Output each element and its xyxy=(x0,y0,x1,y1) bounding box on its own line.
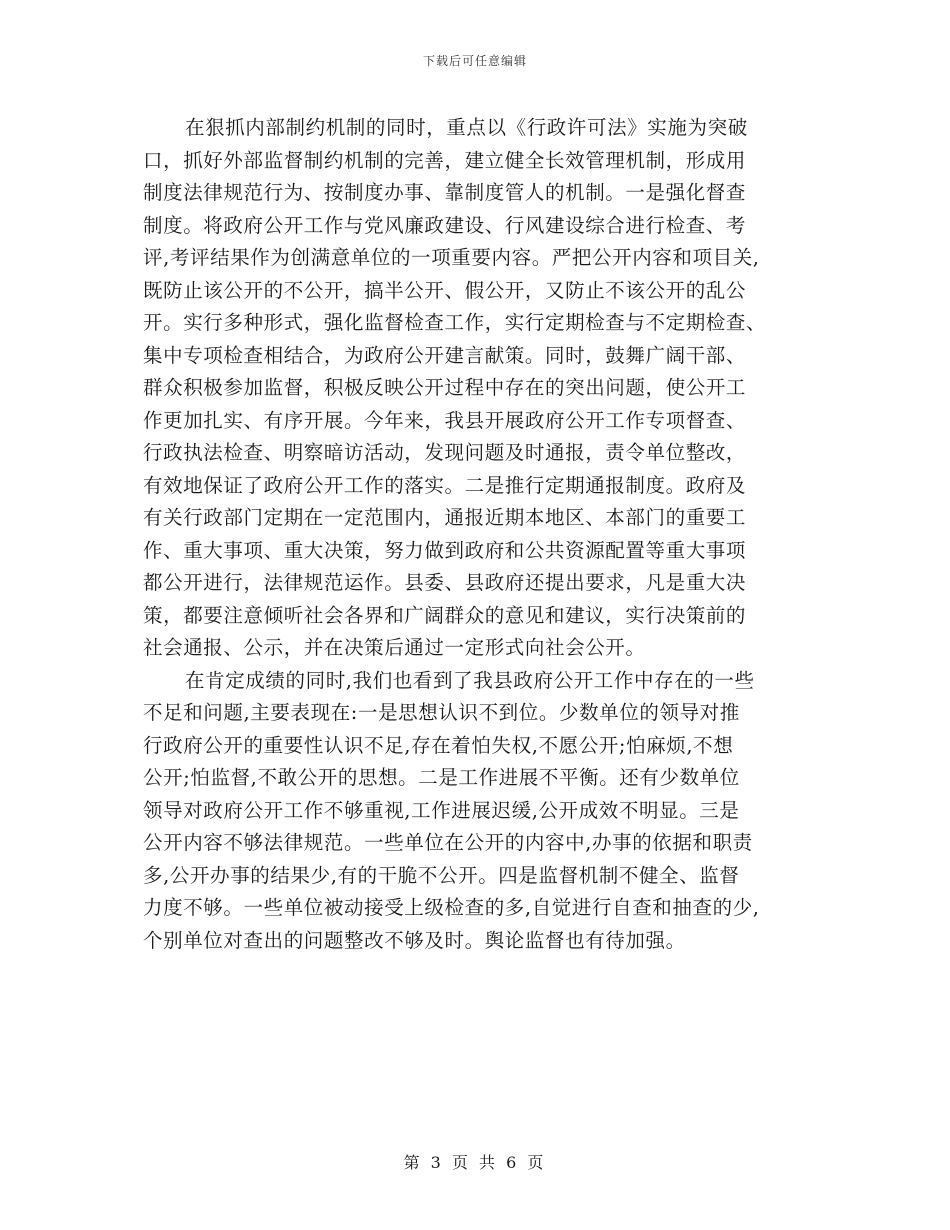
text-line: 作、重大事项、重大决策，努力做到政府和公共资源配置等重大事项 xyxy=(143,538,747,562)
text-line: 群众积极参加监督，积极反映公开过程中存在的突出问题，使公开工 xyxy=(143,376,747,399)
text-line: 有效地保证了政府公开工作的落实。二是推行定期通报制度。政府及 xyxy=(143,473,747,497)
text-line: 社会通报、公示，并在决策后通过一定形式向社会公开。 xyxy=(143,636,646,659)
text-line: 作更加扎实、有序开展。今年来，我县开展政府公开工作专项督查、 xyxy=(143,408,747,432)
text-line: 开。实行多种形式，强化监督检查工作，实行定期检查与不定期检查、 xyxy=(143,311,767,334)
page-header: 下载后可任意编辑 xyxy=(422,54,527,68)
text-line: 在狠抓内部制约机制的同时，重点以《行政许可法》实施为突破 xyxy=(185,116,748,139)
text-line: 行政府公开的重要性认识不足,存在着怕失权,不愿公开;怕麻烦,不想 xyxy=(143,733,734,757)
text-line: 策，都要注意倾听社会各界和广阔群众的意见和建议，实行决策前的 xyxy=(143,603,747,627)
paragraph xyxy=(143,112,823,665)
text-line: 不足和问题,主要表现在:一是思想认识不到位。少数单位的领导对推 xyxy=(143,701,740,724)
text-line: 公开内容不够法律规范。一些单位在公开的内容中,办事的依据和职责 xyxy=(143,831,753,854)
text-line: 个别单位对查出的问题整改不够及时。舆论监督也有待加强。 xyxy=(143,928,686,952)
text-line: 制度。将政府公开工作与党风廉政建设、行风建设综合进行检查、考 xyxy=(143,213,747,237)
text-line: 力度不够。一些单位被动接受上级检查的多,自觉进行自查和抽查的少, xyxy=(143,896,760,919)
paragraph xyxy=(143,665,823,958)
page-number: 第 3 页 共 6 页 xyxy=(403,1153,547,1172)
text-line: 评,考评结果作为创满意单位的一项重要内容。严把公开内容和项目关, xyxy=(143,246,760,269)
text-line: 既防止该公开的不公开，搞半公开、假公开，又防止不该公开的乱公 xyxy=(143,278,747,302)
text-line: 公开;怕监督,不敢公开的思想。二是工作进展不平衡。还有少数单位 xyxy=(143,766,740,789)
text-line: 领导对政府公开工作不够重视,工作进展迟缓,公开成效不明显。三是 xyxy=(143,798,740,822)
text-line: 多,公开办事的结果少,有的干脆不公开。四是监督机制不健全、监督 xyxy=(143,863,740,887)
text-line: 行政执法检查、明察暗访活动，发现问题及时通报，责令单位整改， xyxy=(143,441,747,464)
text-line: 有关行政部门定期在一定范围内，通报近期本地区、本部门的重要工 xyxy=(143,506,747,529)
text-line: 制度法律规范行为、按制度办事、靠制度管人的机制。一是强化督查 xyxy=(143,181,747,204)
text-line: 都公开进行，法律规范运作。县委、县政府还提出要求，凡是重大决 xyxy=(143,571,747,594)
text-line: 集中专项检查相结合，为政府公开建言献策。同时，鼓舞广阔干部、 xyxy=(143,343,747,367)
text-line: 口，抓好外部监督制约机制的完善，建立健全长效管理机制，形成用 xyxy=(143,148,747,172)
document-body xyxy=(143,112,823,957)
text-line: 在肯定成绩的同时,我们也看到了我县政府公开工作中存在的一些 xyxy=(185,668,755,692)
